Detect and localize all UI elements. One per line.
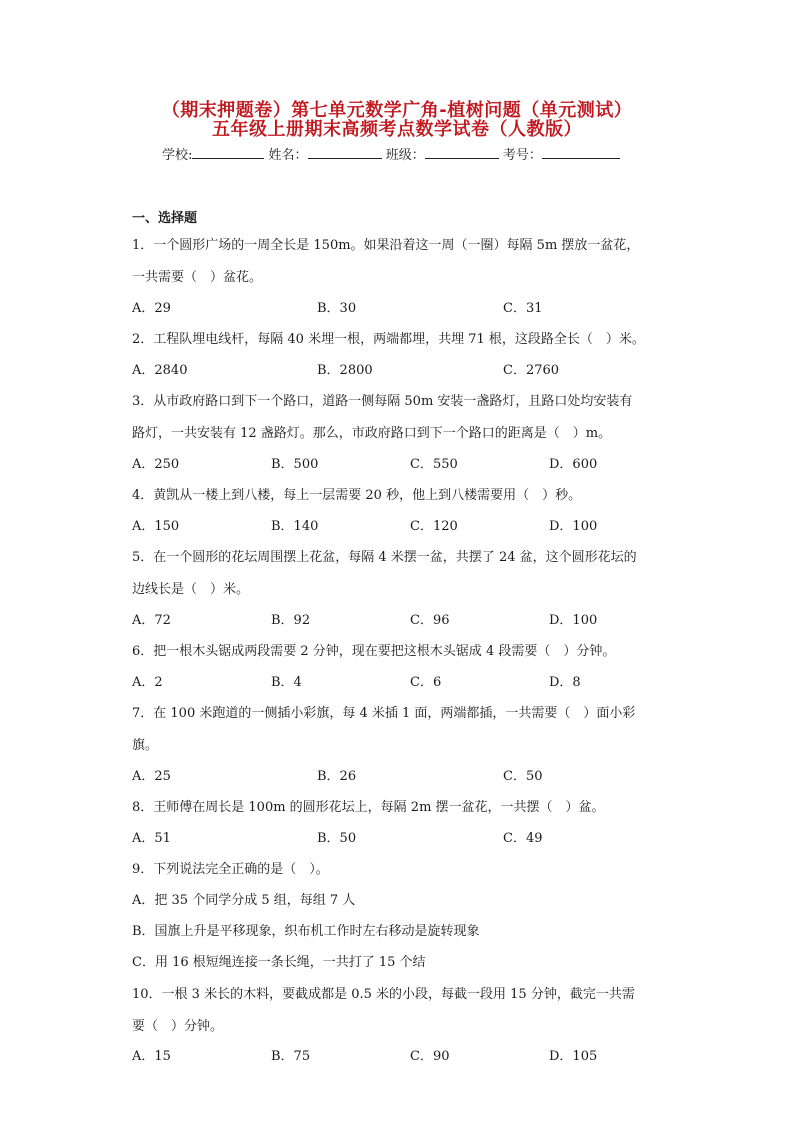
question-8-line-1: 8．王师傅在周长是 100m 的圆形花坛上，每隔 2m 摆一盆花，一共摆（ ）盆。 bbox=[132, 800, 605, 815]
question-6-option-d[interactable]: D．8 bbox=[549, 675, 581, 690]
question-1-line-2: 一共需要（ ）盆花。 bbox=[132, 270, 263, 285]
question-5-option-b[interactable]: B．92 bbox=[271, 613, 311, 628]
school-blank[interactable] bbox=[192, 146, 264, 159]
question-4-option-b[interactable]: B．140 bbox=[271, 519, 319, 534]
question-4-option-c[interactable]: C．120 bbox=[410, 519, 458, 534]
question-7-option-b[interactable]: B．26 bbox=[317, 769, 357, 784]
section-title: 一、选择题 bbox=[132, 211, 198, 226]
question-8-option-c[interactable]: C．49 bbox=[503, 831, 543, 846]
question-9-option-c[interactable]: C．用 16 根短绳连接一条长绳，一共打了 15 个结 bbox=[132, 955, 426, 970]
question-7-option-a[interactable]: A．25 bbox=[132, 769, 171, 784]
student-info-row bbox=[162, 144, 620, 163]
question-5-line-2: 边线长是（ ）米。 bbox=[132, 582, 250, 597]
question-10-line-2: 要（ ）分钟。 bbox=[132, 1019, 224, 1034]
exam-title-line2: 五年级上册期末高频考点数学试卷（人教版） bbox=[212, 119, 582, 140]
question-1-option-a[interactable]: A．29 bbox=[132, 301, 171, 316]
question-4-line-1: 4．黄凯从一楼上到八楼，每上一层需要 20 秒，他上到八楼需要用（ ）秒。 bbox=[132, 488, 582, 503]
number-blank[interactable] bbox=[542, 146, 620, 159]
question-2-option-c[interactable]: C．2760 bbox=[503, 363, 560, 378]
question-5-option-c[interactable]: C．96 bbox=[410, 613, 450, 628]
question-6-option-b[interactable]: B．4 bbox=[271, 675, 302, 690]
question-2-line-1: 2．工程队埋电线杆，每隔 40 米埋一根，两端都埋，共埋 71 根，这段路全长（ ）米。 bbox=[132, 332, 645, 347]
question-10-option-c[interactable]: C．90 bbox=[410, 1049, 450, 1064]
question-3-option-d[interactable]: D．600 bbox=[549, 457, 598, 472]
question-5-option-d[interactable]: D．100 bbox=[549, 613, 598, 628]
question-1-line-1: 1．一个圆形广场的一周全长是 150m。如果沿着这一周（一圈）每隔 5m 摆放一盆花， bbox=[132, 238, 640, 253]
question-6-option-c[interactable]: C．6 bbox=[410, 675, 442, 690]
question-1-option-c[interactable]: C．31 bbox=[503, 301, 543, 316]
question-10-line-1: 10．一根 3 米长的木料，要截成都是 0.5 米的小段，每截一段用 15 分钟，截完一共需 bbox=[132, 987, 635, 1002]
question-5-option-a[interactable]: A．72 bbox=[132, 613, 171, 628]
question-3-line-2: 路灯，一共安装有 12 盏路灯。那么，市政府路口到下一个路口的距离是（ ）m。 bbox=[132, 426, 612, 441]
question-9-line-1: 9．下列说法完全正确的是（ ）。 bbox=[132, 862, 329, 877]
question-3-option-b[interactable]: B．500 bbox=[271, 457, 319, 472]
question-6-line-1: 6．把一根木头锯成两段需要 2 分钟，现在要把这根木头锯成 4 段需要（ ）分钟。 bbox=[132, 644, 616, 659]
class-label: 班级： bbox=[385, 148, 425, 163]
number-label: 考号： bbox=[502, 148, 542, 163]
question-9-option-b[interactable]: B．国旗上升是平移现象，织布机工作时左右移动是旋转现象 bbox=[132, 924, 480, 939]
question-8-option-b[interactable]: B．50 bbox=[317, 831, 357, 846]
question-7-line-2: 旗。 bbox=[132, 738, 159, 753]
question-4-option-a[interactable]: A．150 bbox=[132, 519, 180, 534]
class-blank[interactable] bbox=[425, 146, 499, 159]
name-blank[interactable] bbox=[308, 146, 382, 159]
question-7-line-1: 7．在 100 米跑道的一侧插小彩旗，每 4 米插 1 面，两端都插，一共需要（ ）面小彩 bbox=[132, 706, 636, 721]
question-5-line-1: 5．在一个圆形的花坛周围摆上花盆，每隔 4 米摆一盆，共摆了 24 盆，这个圆形花坛的 bbox=[132, 550, 637, 565]
question-1-option-b[interactable]: B．30 bbox=[317, 301, 357, 316]
question-2-option-b[interactable]: B．2800 bbox=[317, 363, 373, 378]
question-10-option-d[interactable]: D．105 bbox=[549, 1049, 598, 1064]
exam-title-line1: （期末押题卷）第七单元数学广角-植树问题（单元测试） bbox=[161, 100, 633, 121]
question-9-option-a[interactable]: A．把 35 个同学分成 5 组，每组 7 人 bbox=[132, 893, 356, 908]
question-2-option-a[interactable]: A．2840 bbox=[132, 363, 188, 378]
question-3-line-1: 3．从市政府路口到下一个路口，道路一侧每隔 50m 安装一盏路灯，且路口处均安装有 bbox=[132, 394, 633, 409]
school-label: 学校: bbox=[162, 148, 193, 163]
name-label: 姓名： bbox=[268, 148, 308, 163]
question-3-option-c[interactable]: C．550 bbox=[410, 457, 458, 472]
question-10-option-a[interactable]: A．15 bbox=[132, 1049, 171, 1064]
question-10-option-b[interactable]: B．75 bbox=[271, 1049, 311, 1064]
question-6-option-a[interactable]: A．2 bbox=[132, 675, 163, 690]
question-3-option-a[interactable]: A．250 bbox=[132, 457, 180, 472]
question-7-option-c[interactable]: C．50 bbox=[503, 769, 543, 784]
question-4-option-d[interactable]: D．100 bbox=[549, 519, 598, 534]
question-8-option-a[interactable]: A．51 bbox=[132, 831, 171, 846]
